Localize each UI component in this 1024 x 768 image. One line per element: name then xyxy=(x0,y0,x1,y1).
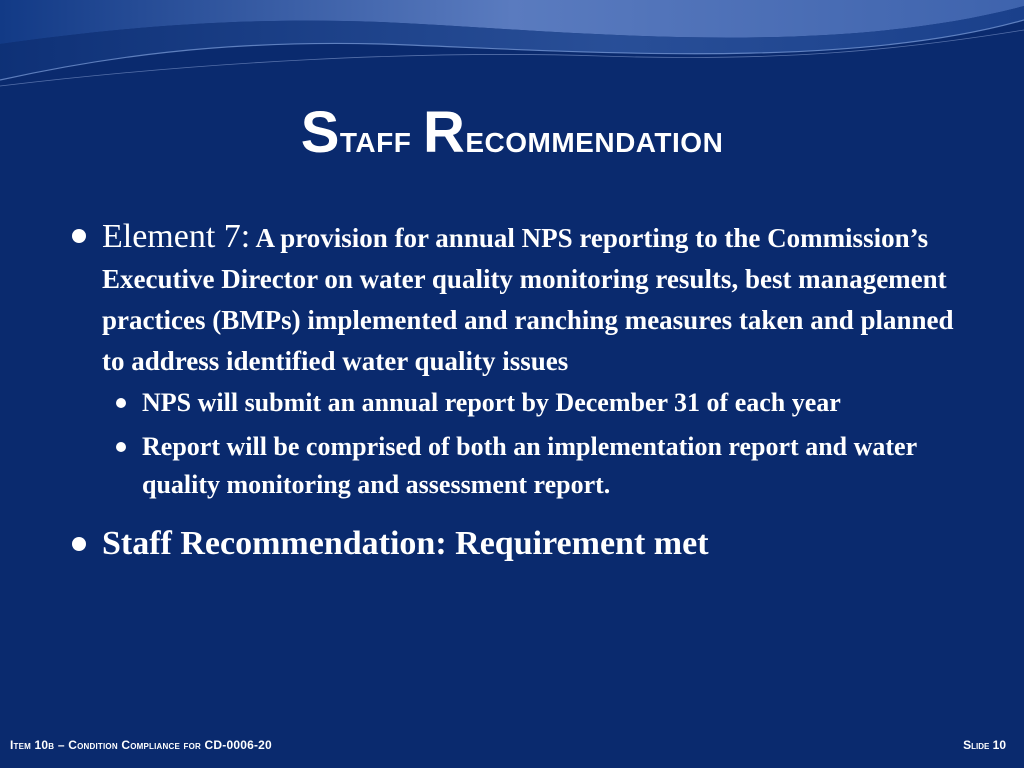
element-text: A provision for annual NPS reporting to the Commission’s Executive Director on water quality monitoring results, best management practices (BMPs) implemented and ranching measures taken and planned to address identified water quality issues xyxy=(102,223,954,376)
title-word-2: ecommendation xyxy=(465,117,724,161)
sub-bullet-item xyxy=(72,384,972,422)
recommendation-text: Staff Recommendation: Requirement met xyxy=(102,525,709,562)
element-bullet xyxy=(72,216,972,382)
sub-bullet-text: Report will be comprised of both an implementation report and water quality monitoring and assessment report. xyxy=(142,432,917,499)
bullet-dot-icon xyxy=(72,229,86,243)
footer-item-label: Item 10b – Condition Compliance for CD-0006-20 xyxy=(10,738,272,752)
title-initial-2: R xyxy=(422,100,466,165)
recommendation-bullet xyxy=(72,522,972,566)
header-wave-decoration xyxy=(0,0,1024,100)
slide-content xyxy=(72,216,972,566)
title-word-1: taff xyxy=(339,117,412,161)
sub-bullet-dot-icon xyxy=(116,442,126,452)
sub-bullet-dot-icon xyxy=(116,398,126,408)
sub-bullet-list xyxy=(72,384,972,504)
title-initial-1: S xyxy=(300,100,340,165)
element-label: Element 7: xyxy=(102,218,251,255)
slide-title xyxy=(0,100,1024,165)
sub-bullet-text: NPS will submit an annual report by December 31 of each year xyxy=(142,388,841,417)
bullet-dot-icon xyxy=(72,537,86,551)
footer-slide-number: Slide 10 xyxy=(963,738,1006,752)
sub-bullet-item xyxy=(72,428,972,504)
